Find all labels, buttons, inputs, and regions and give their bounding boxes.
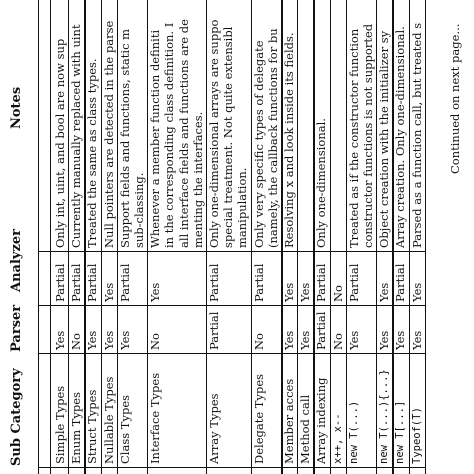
column-rule bbox=[38, 467, 425, 468]
cell-analyzer: Yes bbox=[101, 282, 116, 302]
cell-notes-line: Only int, uint, and bool are now sup bbox=[53, 38, 67, 248]
cell-parser: Yes bbox=[101, 330, 116, 350]
header-rule bbox=[50, 0, 51, 474]
cell-notes-line: all interface fields and functions are de bbox=[176, 19, 191, 248]
cell-notes-line: Only one-dimensional arrays are suppo bbox=[207, 19, 221, 248]
cell-sub-category: Class Types bbox=[117, 394, 132, 464]
cell-analyzer: Partial bbox=[314, 263, 329, 302]
cell-parser: Partial bbox=[207, 311, 221, 350]
cell-parser: No bbox=[148, 333, 163, 350]
cell-notes-line: (namely, the callback functions for bu bbox=[265, 28, 280, 248]
table-top-rule bbox=[38, 0, 39, 474]
cell-sub-category: Typeof(T) bbox=[410, 407, 423, 464]
cell-notes-line: Parsed as a function call, but treated s bbox=[409, 22, 424, 248]
cell-notes-line: special treatment. Not quite extensibl bbox=[221, 26, 236, 248]
cell-analyzer: Partial bbox=[207, 263, 221, 302]
row-rule bbox=[330, 0, 331, 474]
cell-parser: No bbox=[251, 333, 266, 350]
cell-sub-category: Enum Types bbox=[69, 391, 84, 464]
cell-notes-line: Object creation with the initializer sy bbox=[377, 30, 392, 248]
cell-analyzer: Partial bbox=[69, 263, 84, 302]
cell-parser: Yes bbox=[377, 330, 392, 350]
header-analyzer: Analyzer bbox=[9, 229, 24, 292]
cell-parser: Yes bbox=[85, 330, 100, 350]
cell-notes-line: Treated the same as class types. bbox=[85, 58, 100, 248]
cell-analyzer: Partial bbox=[346, 263, 361, 302]
cell-analyzer: No bbox=[330, 285, 345, 302]
cell-analyzer: Yes bbox=[282, 282, 296, 302]
cell-notes-line: Only very specific types of delegate bbox=[251, 40, 266, 248]
cell-analyzer: Yes bbox=[298, 282, 313, 302]
column-rule bbox=[38, 305, 425, 306]
cell-analyzer: Partial bbox=[117, 263, 132, 302]
cell-analyzer: Partial bbox=[393, 263, 408, 302]
cell-analyzer: Partial bbox=[85, 263, 100, 302]
cell-sub-category: Delegate Types bbox=[251, 373, 266, 464]
cell-parser: Yes bbox=[393, 330, 408, 350]
cell-notes-line: Only one-dimensional. bbox=[314, 118, 329, 248]
continued-note: Continued on next page... bbox=[448, 23, 462, 174]
cell-notes-line: menting the interfaces. bbox=[190, 111, 205, 248]
cell-notes-line: constructor functions is not supported bbox=[361, 23, 375, 248]
header-sub-category: Sub Category bbox=[9, 368, 24, 466]
cell-analyzer: Partial bbox=[251, 263, 266, 302]
header-notes: Notes bbox=[9, 86, 24, 129]
cell-sub-category: new T(...) bbox=[347, 400, 360, 464]
cell-parser: Yes bbox=[282, 330, 296, 350]
cell-sub-category: Member acces bbox=[282, 378, 296, 464]
cell-analyzer: Yes bbox=[148, 282, 163, 302]
cell-notes-line: Support fields and functions, static m bbox=[117, 28, 132, 248]
cell-sub-category: Nullable Types bbox=[101, 376, 116, 464]
cell-sub-category: Interface Types bbox=[148, 372, 163, 464]
cell-notes-line: Treated as if the constructor function bbox=[346, 28, 361, 248]
cell-parser: Yes bbox=[409, 330, 424, 350]
cell-notes-line: Array creation. Only one-dimensional. bbox=[393, 26, 408, 248]
cell-parser: Yes bbox=[53, 330, 67, 350]
cell-sub-category: new T(...){...} bbox=[378, 369, 391, 464]
cell-analyzer: Yes bbox=[409, 282, 424, 302]
row-rule bbox=[425, 0, 426, 474]
cell-notes-line: Resolving x and look inside its fields. bbox=[282, 32, 296, 248]
cell-parser: Yes bbox=[298, 330, 313, 350]
cell-analyzer: Yes bbox=[377, 282, 392, 302]
cell-parser: No bbox=[330, 333, 345, 350]
cell-notes-line: Whenever a member function definiti bbox=[148, 29, 163, 248]
cell-notes-line: manipulation. bbox=[235, 167, 250, 248]
cell-sub-category: Array Types bbox=[207, 393, 221, 464]
cell-notes-line: sub-classing. bbox=[132, 172, 146, 248]
cell-sub-category: Struct Types bbox=[85, 389, 100, 464]
cell-analyzer: Partial bbox=[53, 263, 67, 302]
cell-sub-category: new T[...] bbox=[394, 400, 407, 464]
cell-parser: Partial bbox=[314, 311, 329, 350]
cell-sub-category: Array indexing bbox=[314, 377, 329, 464]
cell-notes-line: Null pointers are detected in the parse bbox=[101, 20, 116, 248]
cell-notes-line: Currently manually replaced with uint bbox=[69, 24, 84, 248]
cell-parser: Yes bbox=[117, 330, 132, 350]
cell-notes-line: in the corresponding class definition. I bbox=[162, 22, 177, 248]
cell-parser: Yes bbox=[346, 330, 361, 350]
column-rule bbox=[38, 353, 425, 354]
cell-sub-category: Method call bbox=[298, 394, 313, 464]
cell-sub-category: x++, x-- bbox=[331, 413, 344, 464]
column-rule bbox=[38, 251, 425, 252]
cell-sub-category: Simple Types bbox=[53, 385, 67, 464]
cell-parser: No bbox=[69, 333, 84, 350]
header-parser: Parser bbox=[9, 304, 24, 352]
